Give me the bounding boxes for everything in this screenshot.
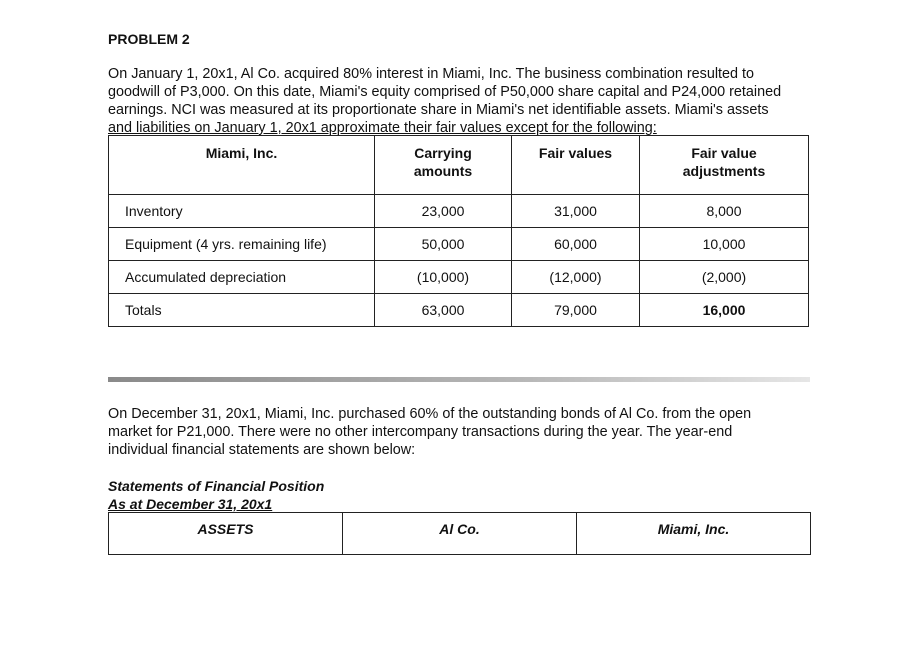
row-label: Equipment (4 yrs. remaining life) xyxy=(109,228,375,261)
intro-line: earnings. NCI was measured at its proportionate share in Miami's net identifiable assets. Miami's assets xyxy=(108,102,769,118)
carrying-cell: 50,000 xyxy=(375,228,512,261)
sfp-table xyxy=(108,512,811,555)
adj-cell: 8,000 xyxy=(640,195,809,228)
row-label: Accumulated depreciation xyxy=(109,261,375,294)
fair-cell: 79,000 xyxy=(512,294,640,327)
adj-cell-total: 16,000 xyxy=(640,294,809,327)
table-header-row xyxy=(109,136,809,195)
table-row-totals xyxy=(109,294,809,327)
adj-cell: 10,000 xyxy=(640,228,809,261)
header-miami: Miami, Inc. xyxy=(577,513,811,555)
intro-line: goodwill of P3,000. On this date, Miami's equity comprised of P50,000 share capital and P24,000 retained xyxy=(108,84,782,100)
sfp-header-row xyxy=(109,513,811,555)
adj-cell: (2,000) xyxy=(640,261,809,294)
table-row xyxy=(109,228,809,261)
header-assets: ASSETS xyxy=(109,513,343,555)
bonds-line: individual financial statements are shown below: xyxy=(108,442,416,458)
header-carrying: Carrying amounts xyxy=(375,136,512,195)
row-label: Inventory xyxy=(109,195,375,228)
carrying-cell: (10,000) xyxy=(375,261,512,294)
sfp-heading xyxy=(108,477,324,513)
fair-cell: 60,000 xyxy=(512,228,640,261)
page-title: PROBLEM 2 xyxy=(108,31,190,47)
bonds-line: market for P21,000. There were no other intercompany transactions during the year. The year-end xyxy=(108,424,733,440)
header-fair-values: Fair values xyxy=(512,136,640,195)
section-divider xyxy=(108,377,810,382)
header-al-co: Al Co. xyxy=(343,513,577,555)
fair-cell: 31,000 xyxy=(512,195,640,228)
intro-line: and liabilities on January 1, 20x1 approximate their fair values except for the following: xyxy=(108,120,657,136)
row-label: Totals xyxy=(109,294,375,327)
table-row xyxy=(109,195,809,228)
carrying-cell: 63,000 xyxy=(375,294,512,327)
table-row xyxy=(109,261,809,294)
intro-line: On January 1, 20x1, Al Co. acquired 80% interest in Miami, Inc. The business combination resulted to xyxy=(108,66,755,82)
fair-cell: (12,000) xyxy=(512,261,640,294)
fair-value-table xyxy=(108,135,809,327)
sfp-date: As at December 31, 20x1 xyxy=(108,496,273,512)
bonds-line: On December 31, 20x1, Miami, Inc. purchased 60% of the outstanding bonds of Al Co. from the open xyxy=(108,406,752,422)
carrying-cell: 23,000 xyxy=(375,195,512,228)
sfp-title: Statements of Financial Position xyxy=(108,478,325,494)
header-entity: Miami, Inc. xyxy=(109,136,375,195)
intro-paragraph xyxy=(108,65,808,137)
header-adjustments: Fair value adjustments xyxy=(640,136,809,195)
bonds-paragraph xyxy=(108,405,808,459)
